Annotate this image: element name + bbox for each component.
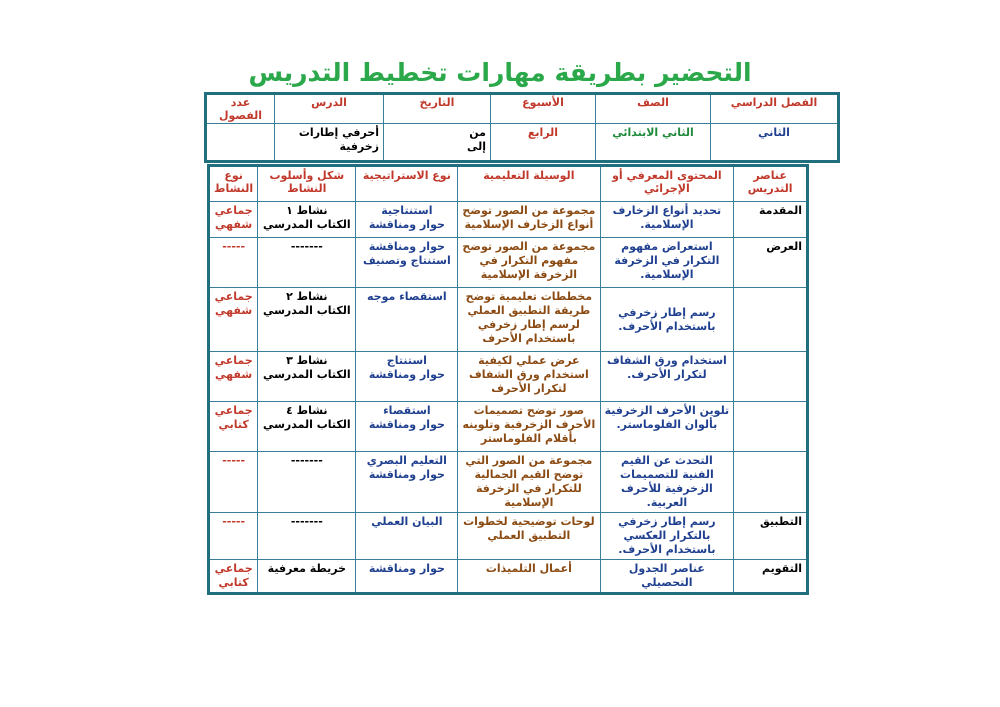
row-strategy: التعليم البصري حوار ومناقشة xyxy=(356,452,458,513)
table-row xyxy=(209,238,808,288)
row-type: ----- xyxy=(209,238,258,288)
row-type: ----- xyxy=(209,513,258,560)
info-week: الرابع xyxy=(491,124,596,162)
row-aid: عرض عملي لكيفية استخدام ورق الشفاف لتكرار الأحرف xyxy=(458,352,600,402)
info-lesson: أحرفي إطارات زخرفية xyxy=(275,124,384,162)
row-form: نشاط ٢ الكتاب المدرسي xyxy=(258,288,356,352)
table-row xyxy=(209,402,808,452)
row-element xyxy=(734,402,808,452)
row-form: نشاط ٣ الكتاب المدرسي xyxy=(258,352,356,402)
row-element xyxy=(734,452,808,513)
plan-header-type: نوع النشاط xyxy=(209,166,258,202)
row-content: رسم إطار زخرفي باستخدام الأحرف. xyxy=(600,288,734,352)
row-form: ------- xyxy=(258,452,356,513)
info-classes xyxy=(206,124,275,162)
row-content: تلوين الأحرف الزخرفية بألوان الفلوماستر. xyxy=(600,402,734,452)
row-type: جماعي كتابي xyxy=(209,560,258,594)
row-type: جماعي شفهي xyxy=(209,202,258,238)
table-row xyxy=(209,452,808,513)
info-grade: الثاني الابتدائي xyxy=(596,124,711,162)
info-date: من إلى xyxy=(384,124,491,162)
row-strategy: استقصاء حوار ومناقشة xyxy=(356,402,458,452)
plan-header-elements: عناصر التدريس xyxy=(734,166,808,202)
row-element: التطبيق xyxy=(734,513,808,560)
row-strategy: البيان العملي xyxy=(356,513,458,560)
row-type: ----- xyxy=(209,452,258,513)
row-aid: أعمال التلميذات xyxy=(458,560,600,594)
row-element xyxy=(734,288,808,352)
row-form: خريطة معرفية xyxy=(258,560,356,594)
info-header-grade: الصف xyxy=(596,94,711,124)
table-row xyxy=(209,513,808,560)
info-header-lesson: الدرس xyxy=(275,94,384,124)
row-content: التحدث عن القيم الفنية للتصميمات الزخرفية للأحرف العربية. xyxy=(600,452,734,513)
row-aid: مجموعة من الصور توضح أنواع الزخارف الإسلامية xyxy=(458,202,600,238)
row-element: المقدمة xyxy=(734,202,808,238)
plan-header-form: شكل وأسلوب النشاط xyxy=(258,166,356,202)
info-header-week: الأسبوع xyxy=(491,94,596,124)
row-aid: مخططات تعليمية توضح طريقة التطبيق العملي لرسم إطار زخرفي باستخدام الأحرف xyxy=(458,288,600,352)
info-header-semester: الفصل الدراسي xyxy=(711,94,839,124)
row-element: التقويم xyxy=(734,560,808,594)
plan-header-row xyxy=(209,166,808,202)
table-row xyxy=(209,560,808,594)
plan-header-strategy: نوع الاستراتيجية xyxy=(356,166,458,202)
row-content: استعراض مفهوم التكرار في الزخرفة الإسلامية. xyxy=(600,238,734,288)
row-aid: صور توضح تصميمات الأحرف الزخرفية وتلوينه بأقلام الفلوماستر xyxy=(458,402,600,452)
row-strategy: حوار ومناقشة استنتاج وتصنيف xyxy=(356,238,458,288)
row-aid: مجموعة من الصور التي توضح القيم الجمالية للتكرار في الزخرفة الإسلامية xyxy=(458,452,600,513)
plan-header-aid: الوسيلة التعليمية xyxy=(458,166,600,202)
row-form: ------- xyxy=(258,513,356,560)
row-strategy: استنتاج حوار ومناقشة xyxy=(356,352,458,402)
table-row xyxy=(209,288,808,352)
info-header-row xyxy=(206,94,839,124)
row-element xyxy=(734,352,808,402)
row-content: عناصر الجدول التحصيلي xyxy=(600,560,734,594)
info-table xyxy=(204,92,840,163)
row-type: جماعي كتابي xyxy=(209,402,258,452)
info-semester: الثاني xyxy=(711,124,839,162)
row-content: رسم إطار زخرفي بالتكرار العكسي باستخدام الأحرف. xyxy=(600,513,734,560)
row-type: جماعي شفهي xyxy=(209,352,258,402)
row-form: نشاط ١ الكتاب المدرسي xyxy=(258,202,356,238)
row-form: نشاط ٤ الكتاب المدرسي xyxy=(258,402,356,452)
row-content: تحديد أنواع الزخارف الإسلامية. xyxy=(600,202,734,238)
row-strategy: استنتاجية حوار ومناقشة xyxy=(356,202,458,238)
row-strategy: استقصاء موجه xyxy=(356,288,458,352)
row-aid: مجموعة من الصور توضح مفهوم التكرار في الزخرفة الإسلامية xyxy=(458,238,600,288)
row-element: العرض xyxy=(734,238,808,288)
row-type: جماعي شفهي xyxy=(209,288,258,352)
row-strategy: حوار ومناقشة xyxy=(356,560,458,594)
row-form: ------- xyxy=(258,238,356,288)
row-content: استخدام ورق الشفاف لتكرار الأحرف. xyxy=(600,352,734,402)
plan-table xyxy=(207,164,809,595)
plan-header-content: المحتوى المعرفي أو الإجرائي xyxy=(600,166,734,202)
table-row xyxy=(209,352,808,402)
table-row xyxy=(209,202,808,238)
info-header-classes: عدد الفصول xyxy=(206,94,275,124)
info-header-date: التاريخ xyxy=(384,94,491,124)
page-title: التحضير بطريقة مهارات تخطيط التدريس xyxy=(248,58,752,87)
row-aid: لوحات توضيحية لخطوات التطبيق العملي xyxy=(458,513,600,560)
info-value-row xyxy=(206,124,839,162)
